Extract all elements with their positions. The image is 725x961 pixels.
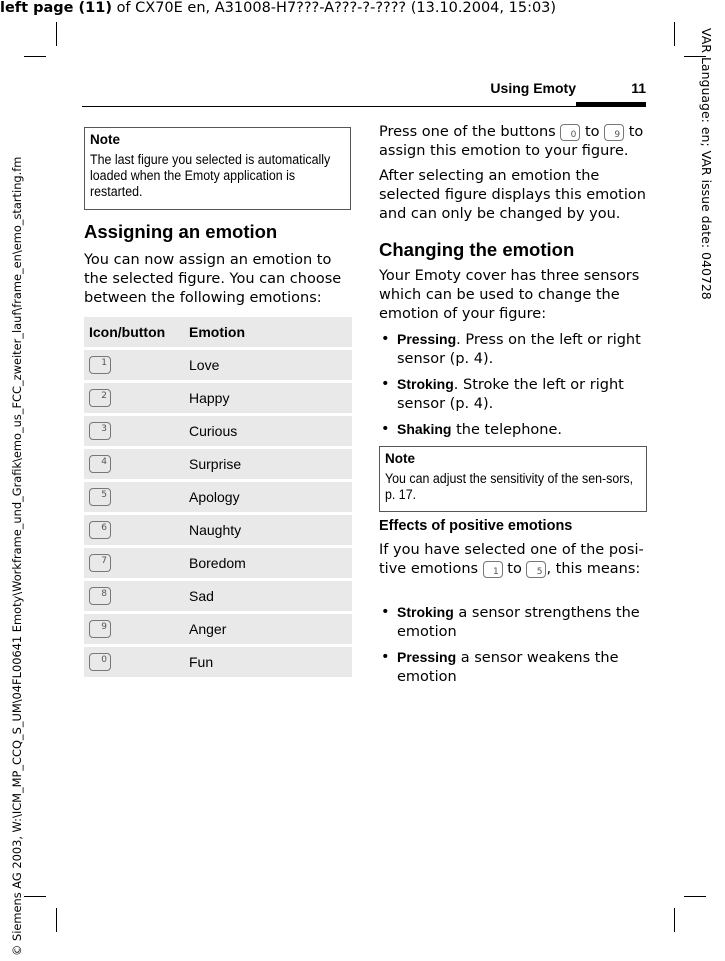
key-label: 1 <box>101 358 107 369</box>
key-label: 4 <box>101 457 107 468</box>
list-item <box>379 330 647 369</box>
header-rule <box>82 106 646 107</box>
table-row <box>84 647 352 677</box>
key-2-icon <box>89 389 111 407</box>
page-header-title: Using Emoty <box>490 80 576 96</box>
crop-mark <box>684 896 706 897</box>
crop-mark <box>56 22 57 46</box>
key-8-icon <box>89 587 111 605</box>
key-9-icon <box>604 124 624 141</box>
effects-to: to <box>507 561 522 577</box>
list-item <box>379 603 647 642</box>
assigning-heading: Assigning an emotion <box>84 221 278 242</box>
key-icon-cell <box>84 482 184 512</box>
key-7-icon <box>89 554 111 572</box>
key-4-icon <box>89 455 111 473</box>
list-text: . Stroke the left or right sensor (p. 4). <box>397 377 624 412</box>
emotion-name: Boredom <box>184 548 352 578</box>
table-row <box>84 383 352 413</box>
list-term: Pressing <box>397 331 457 347</box>
emotion-name: Naughty <box>184 515 352 545</box>
key-label: 1 <box>492 566 499 577</box>
table-row <box>84 482 352 512</box>
print-header-rest: of CX70E en, A31008-H7???-A???-?-???? (13.10.2004, 15:03) <box>116 0 557 16</box>
note-title: Note <box>385 451 415 466</box>
list-term: Stroking <box>397 376 454 392</box>
note-box-sensitivity <box>379 446 647 512</box>
table-row <box>84 614 352 644</box>
key-label: 0 <box>570 129 577 140</box>
crop-mark <box>674 22 675 46</box>
table-row <box>84 416 352 446</box>
emotion-name: Love <box>184 350 352 380</box>
key-icon-cell <box>84 647 184 677</box>
col-header-icon: Icon/button <box>84 317 184 347</box>
list-item <box>379 420 647 440</box>
key-5-icon <box>526 561 546 578</box>
emotion-name: Apology <box>184 482 352 512</box>
key-label: 5 <box>536 566 543 577</box>
key-icon-cell <box>84 614 184 644</box>
emotion-name: Anger <box>184 614 352 644</box>
key-0-icon <box>89 653 111 671</box>
side-language-info: VAR Language: en; VAR issue date: 040728 <box>699 28 714 300</box>
list-item <box>379 375 647 414</box>
changing-text: Your Emoty cover has three sensors which can be used to change the emotion of your figure: <box>379 268 640 322</box>
key-icon-cell <box>84 383 184 413</box>
sensor-list <box>379 330 647 446</box>
emotion-name: Sad <box>184 581 352 611</box>
list-text: a sensor weakens the emotion <box>397 650 619 685</box>
key-icon-cell <box>84 416 184 446</box>
key-label: 6 <box>101 523 107 534</box>
page-number: 11 <box>631 80 646 96</box>
col-header-emotion: Emotion <box>184 317 352 347</box>
key-icon-cell <box>84 581 184 611</box>
list-item <box>379 648 647 687</box>
crop-mark <box>24 896 46 897</box>
note-box <box>84 127 351 210</box>
crop-mark <box>24 56 46 57</box>
list-term: Pressing <box>397 649 457 665</box>
key-icon-cell <box>84 449 184 479</box>
assigning-text: You can now assign an emotion to the selected figure. You can choose between the following emotions: <box>84 252 342 306</box>
key-icon-cell <box>84 515 184 545</box>
list-text: a sensor strengthens the emotion <box>397 605 640 640</box>
table-row <box>84 350 352 380</box>
press-paragraph <box>379 123 647 161</box>
key-label: 5 <box>101 490 107 501</box>
key-9-icon <box>89 620 111 638</box>
key-1-icon <box>89 356 111 374</box>
print-header <box>0 0 556 16</box>
header-rule-tab <box>576 102 646 106</box>
key-label: 9 <box>101 622 107 633</box>
table-row <box>84 449 352 479</box>
emotion-name: Happy <box>184 383 352 413</box>
effects-pre: If you have selected one of the posi-tive emotions <box>379 542 644 577</box>
table-row <box>84 515 352 545</box>
key-label: 8 <box>101 589 107 600</box>
emotion-name: Fun <box>184 647 352 677</box>
key-3-icon <box>89 422 111 440</box>
press-pre: Press one of the buttons <box>379 124 556 140</box>
note-text: You can adjust the sensitivity of the sen-sors, p. 17. <box>385 471 634 502</box>
key-1-icon <box>483 561 503 578</box>
key-label: 7 <box>101 556 107 567</box>
changing-heading: Changing the emotion <box>379 239 575 260</box>
table-header-row <box>84 317 352 347</box>
crop-mark <box>56 908 57 932</box>
key-label: 2 <box>101 391 107 402</box>
key-label: 0 <box>101 655 107 666</box>
emotion-name: Curious <box>184 416 352 446</box>
key-5-icon <box>89 488 111 506</box>
key-icon-cell <box>84 548 184 578</box>
table-row <box>84 581 352 611</box>
note-title: Note <box>90 132 120 147</box>
press-post: to assign this emotion to your figure. <box>379 124 644 159</box>
list-term: Stroking <box>397 604 454 620</box>
key-6-icon <box>89 521 111 539</box>
effects-paragraph <box>379 541 647 579</box>
key-label: 9 <box>614 129 621 140</box>
side-file-path: © Siemens AG 2003, W:\ICM_MP_CCQ_S_UM\04FL00641 Emoty\Workframe_und_Grafik\emo_us_FCC_zweiter_lauf\frame_en\emo_starting.fm <box>10 156 24 956</box>
effects-heading: Effects of positive emotions <box>379 518 573 534</box>
key-0-icon <box>560 124 580 141</box>
emotion-table <box>84 314 352 680</box>
table-row <box>84 548 352 578</box>
note-text: The last figure you selected is automatically loaded when the Emoty application is restarted. <box>90 152 331 199</box>
key-label: 3 <box>101 424 107 435</box>
key-icon-cell <box>84 350 184 380</box>
emotion-name: Surprise <box>184 449 352 479</box>
effects-post: , this means: <box>546 561 641 577</box>
list-term: Shaking <box>397 421 452 437</box>
list-text: . Press on the left or right sensor (p. 4). <box>397 332 641 367</box>
list-text: the telephone. <box>451 422 563 438</box>
print-header-bold: left page (11) <box>0 0 112 16</box>
effects-list <box>379 603 647 693</box>
press-to: to <box>584 124 600 140</box>
crop-mark <box>674 908 675 932</box>
after-paragraph: After selecting an emotion the selected figure displays this emotion and can only be changed by you. <box>379 168 646 222</box>
